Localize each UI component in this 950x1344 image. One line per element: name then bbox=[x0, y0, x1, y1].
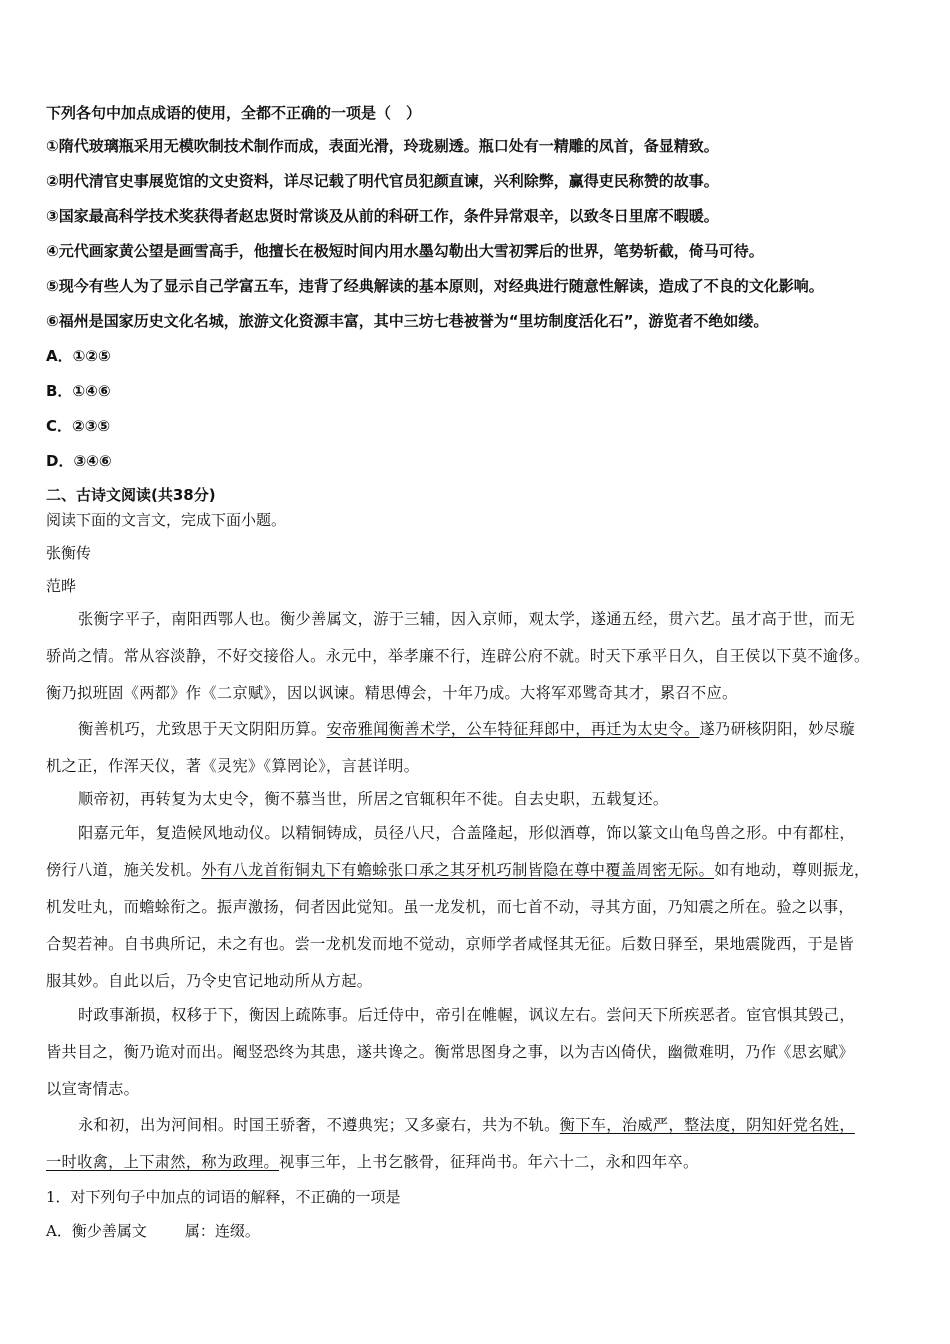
passage-title: 张衡传 bbox=[46, 544, 92, 562]
sentence-4: ④元代画家黄公望是画雪高手，他擅长在极短时间内用水墨勾勒出大雪初霁后的世界，笔势斩截，倚马可待。 bbox=[46, 242, 764, 260]
sub-question: 1．对下列句子中加点的词语的解释，不正确的一项是 bbox=[46, 1188, 401, 1206]
option-d: D．③④⑥ bbox=[46, 452, 112, 470]
line-text: 机发吐丸，而蟾蜍衔之。振声激扬，伺者因此觉知。虽一龙发机，而七首不动，寻其方面，乃知震之所在。验之以事， bbox=[46, 898, 854, 916]
passage-line bbox=[78, 1005, 855, 1025]
passage-line bbox=[46, 756, 419, 776]
passage-line bbox=[46, 646, 870, 666]
passage-line bbox=[46, 1079, 139, 1099]
sentence-1: ①隋代玻璃瓶采用无模吹制技术制作而成，表面光滑，玲珑剔透。瓶口处有一精雕的凤首，备显精致。 bbox=[46, 137, 719, 155]
sentence-5: ⑤现今有些人为了显示自己学富五车，违背了经典解读的基本原则，对经典进行随意性解读，造成了不良的文化影响。 bbox=[46, 277, 824, 295]
line-text: 时政事渐损，权移于下，衡因上疏陈事。后迁侍中，帝引在帷幄，讽议左右。尝问天下所疾恶者。宦官惧其毁己， bbox=[78, 1006, 855, 1024]
passage-line bbox=[78, 789, 668, 809]
instruction: 阅读下面的文言文，完成下面小题。 bbox=[46, 511, 287, 529]
underlined-sentence: 外有八龙首衔铜丸下有蟾蜍张口承之其牙机巧制皆隐在尊中覆盖周密无际。 bbox=[201, 861, 715, 879]
passage-line bbox=[46, 1152, 699, 1172]
section-title: 二、古诗文阅读(共38分) bbox=[46, 486, 216, 504]
line-text: 阳嘉元年，复造候风地动仪。以精铜铸成，员径八尺，合盖隆起，形似酒尊，饰以篆文山龟鸟兽之形。中有都柱， bbox=[78, 824, 855, 842]
sub-option-a bbox=[46, 1221, 260, 1241]
sub-option-a-text: A．衡少善属文 bbox=[46, 1222, 147, 1240]
line-text: 机之正，作浑天仪，著《灵宪》《算罔论》，言甚详明。 bbox=[46, 757, 420, 775]
passage-line bbox=[46, 971, 372, 991]
underlined-sentence: 衡下车，治威严，整法度，阴知奸党名姓， bbox=[559, 1116, 855, 1134]
sentence-3: ③国家最高科学技术奖获得者赵忠贤时常谈及从前的科研工作，条件异常艰辛，以致冬日里席不暇暖。 bbox=[46, 207, 719, 225]
underlined-sentence: 安帝雅闻衡善术学，公车特征拜郎中，再迁为太史令。 bbox=[326, 720, 700, 738]
line-text: 骄尚之情。常从容淡静，不好交接俗人。永元中，举孝廉不行，连辟公府不就。时天下承平日久，自王侯以下莫不逾侈。 bbox=[46, 647, 870, 665]
line-text: 视事三年，上书乞骸骨，征拜尚书。年六十二，永和四年卒。 bbox=[279, 1153, 699, 1171]
line-text: 衡善机巧，尤致思于天文阴阳历算。 bbox=[78, 720, 327, 738]
line-text: 永和初，出为河间相。时国王骄奢，不遵典宪；又多豪右，共为不轨。 bbox=[78, 1116, 560, 1134]
passage-line bbox=[78, 1115, 855, 1135]
line-text: 以宣寄情志。 bbox=[46, 1080, 140, 1098]
passage-line bbox=[78, 823, 855, 843]
option-b: B．①④⑥ bbox=[46, 382, 111, 400]
line-text: 皆共目之，衡乃诡对而出。阉竖恐终为其患，遂共谗之。衡常思图身之事，以为吉凶倚伏，幽微难明，乃作《思玄赋》 bbox=[46, 1043, 854, 1061]
passage-author: 范晔 bbox=[46, 577, 77, 595]
passage-line bbox=[46, 860, 870, 880]
question-intro: 下列各句中加点成语的使用，全都不正确的一项是（ ） bbox=[46, 104, 422, 122]
passage-line bbox=[46, 897, 854, 917]
option-a: A．①②⑤ bbox=[46, 347, 111, 365]
passage-line bbox=[46, 683, 738, 703]
passage-line bbox=[46, 1042, 854, 1062]
line-text: 服其妙。自此以后，乃令史官记地动所从方起。 bbox=[46, 972, 373, 990]
line-text: 合契若神。自书典所记，未之有也。尝一龙机发而地不觉动，京师学者咸怪其无征。后数日驿至，果地震陇西，于是皆 bbox=[46, 935, 854, 953]
sentence-2: ②明代清官史事展览馆的文史资料，详尽记载了明代官员犯颜直谏，兴利除弊，赢得吏民称赞的故事。 bbox=[46, 172, 719, 190]
line-text: 遂乃研核阴阳，妙尽璇 bbox=[699, 720, 855, 738]
underlined-sentence: 一时收禽，上下肃然，称为政理。 bbox=[46, 1153, 280, 1171]
line-text: 张衡字平子，南阳西鄂人也。衡少善属文，游于三辅，因入京师，观太学，遂通五经，贯六艺。虽才高于世，而无 bbox=[78, 610, 855, 628]
line-text: 如有地动，尊则振龙， bbox=[714, 861, 870, 879]
sub-option-a-gloss: 属：连缀。 bbox=[184, 1222, 260, 1240]
line-text: 衡乃拟班固《两都》作《二京赋》，因以讽谏。精思傅会，十年乃成。大将军邓骘奇其才，累召不应。 bbox=[46, 684, 738, 702]
passage-line bbox=[46, 934, 854, 954]
line-text: 顺帝初，再转复为太史令，衡不慕当世，所居之官辄积年不徙。自去史职，五载复还。 bbox=[78, 790, 669, 808]
passage-line bbox=[78, 609, 855, 629]
line-text: 傍行八道，施关发机。 bbox=[46, 861, 202, 879]
sentence-6: ⑥福州是国家历史文化名城，旅游文化资源丰富，其中三坊七巷被誉为“里坊制度活化石”，游览者不绝如缕。 bbox=[46, 312, 769, 330]
option-c: C．②③⑤ bbox=[46, 417, 111, 435]
passage-line bbox=[78, 719, 855, 739]
